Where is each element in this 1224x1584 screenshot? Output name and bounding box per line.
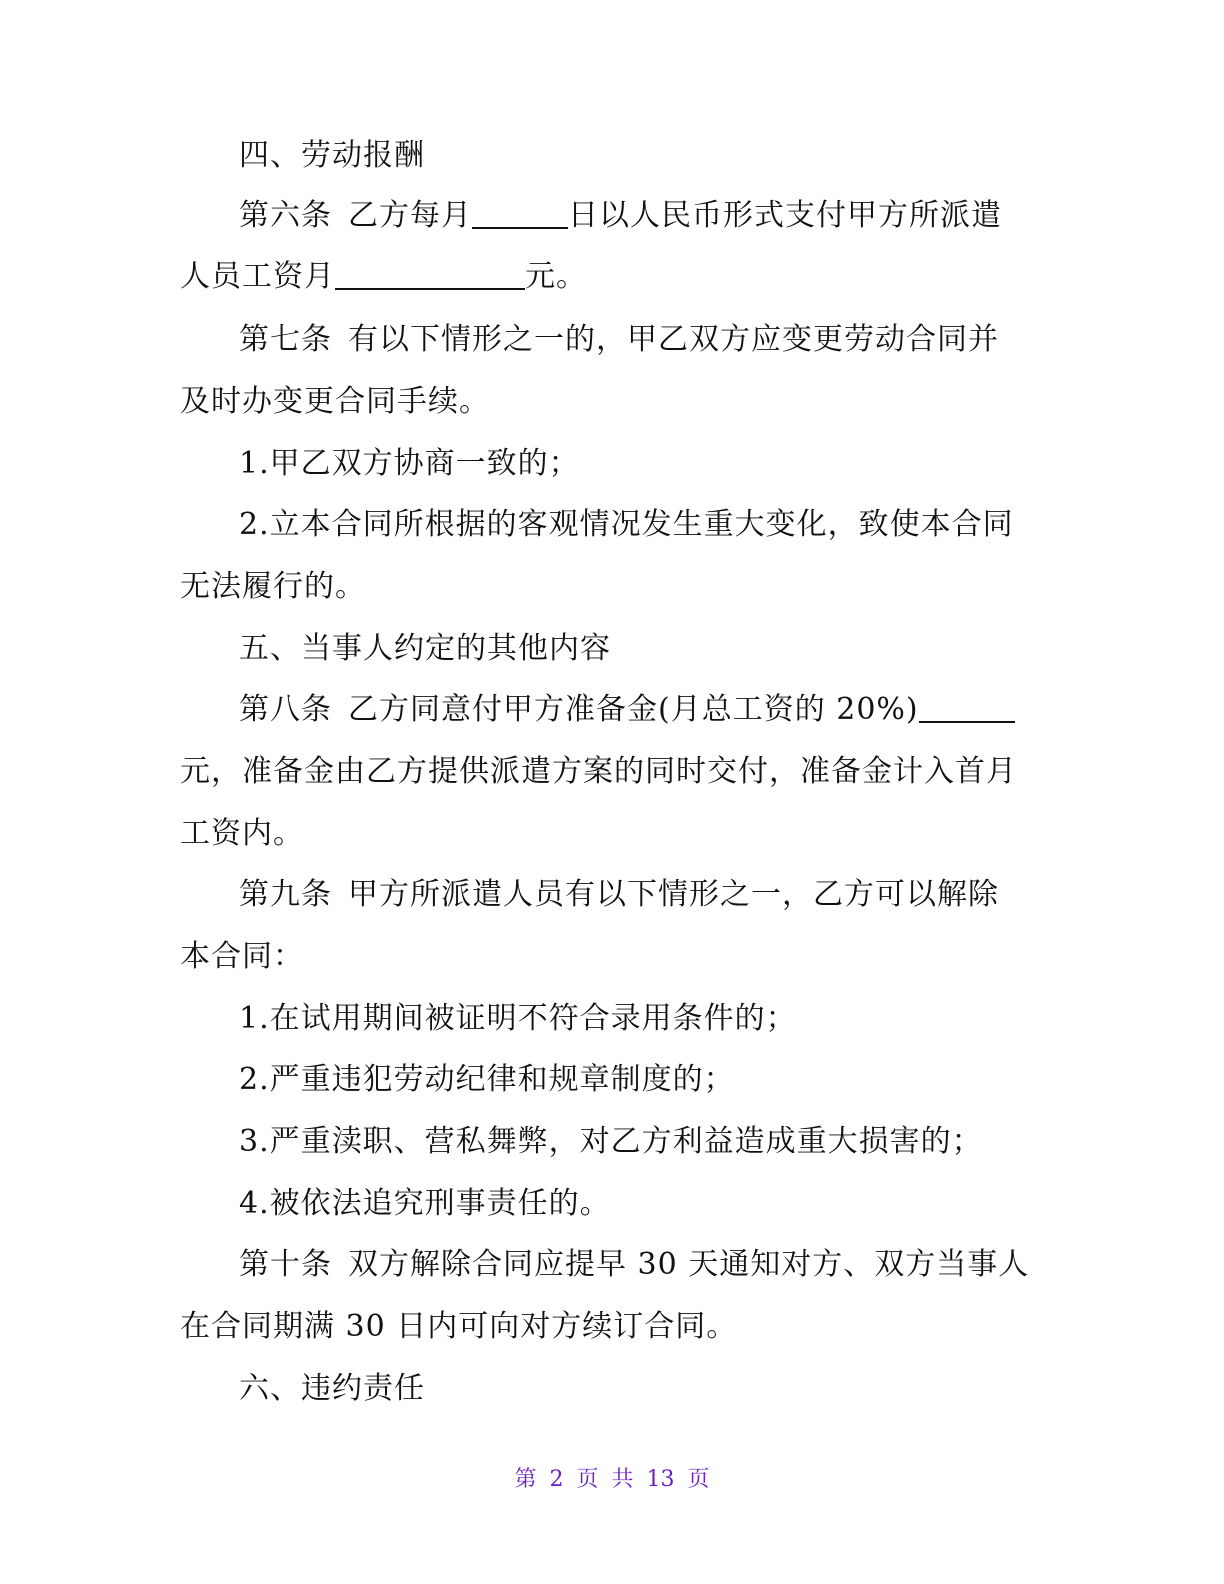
article-6-line-2 xyxy=(180,257,587,297)
article-9-line-1 xyxy=(239,875,999,915)
article-6-line-1 xyxy=(239,196,1002,236)
page-number-footer: 第 2 页 共 13 页 xyxy=(514,1467,710,1492)
article-9-item-4: 4.被依法追究刑事责任的。 xyxy=(239,1186,611,1221)
blank-reserve-amount xyxy=(919,691,1015,723)
article-6-label: 第六条 xyxy=(239,198,332,233)
article-8-line-1 xyxy=(239,690,1015,730)
article-8-label: 第八条 xyxy=(239,692,332,727)
article-9-item-3: 3.严重渎职、营私舞弊，对乙方利益造成重大损害的； xyxy=(239,1124,983,1159)
section-heading-4: 四、劳动报酬 xyxy=(239,138,425,173)
section-heading-6: 六、违约责任 xyxy=(239,1371,425,1406)
article-6-text-4: 元。 xyxy=(525,259,587,294)
article-6-text-1: 乙方每月 xyxy=(348,198,472,233)
article-9-label: 第九条 xyxy=(239,877,332,912)
article-9-item-2: 2.严重违犯劳动纪律和规章制度的； xyxy=(239,1062,735,1097)
section-heading-5: 五、当事人约定的其他内容 xyxy=(239,631,611,666)
article-10-line-1 xyxy=(239,1245,1029,1285)
article-7-item-1: 1.甲乙双方协商一致的； xyxy=(239,446,580,481)
article-8-line-3: 工资内。 xyxy=(180,816,304,851)
article-9-line-2: 本合同： xyxy=(180,939,304,974)
article-7-item-2-line-1: 2.立本合同所根据的客观情况发生重大变化，致使本合同 xyxy=(239,507,1014,542)
article-10-text-1: 双方解除合同应提早 30 天通知对方、双方当事人 xyxy=(348,1247,1030,1282)
article-7-label: 第七条 xyxy=(239,322,332,357)
article-8-text-1: 乙方同意付甲方准备金(月总工资的 20%) xyxy=(348,692,919,727)
article-7-line-1 xyxy=(239,320,999,360)
article-7-line-2: 及时办变更合同手续。 xyxy=(180,384,490,419)
article-10-line-2: 在合同期满 30 日内可向对方续订合同。 xyxy=(180,1309,738,1344)
article-6-text-2: 日以人民币形式支付甲方所派遣 xyxy=(568,198,1002,233)
article-10-label: 第十条 xyxy=(239,1247,332,1282)
article-9-item-1: 1.在试用期间被证明不符合录用条件的； xyxy=(239,1001,797,1036)
article-6-text-3: 人员工资月 xyxy=(180,259,335,294)
article-8-line-2: 元，准备金由乙方提供派遣方案的同时交付，准备金计入首月 xyxy=(180,754,1017,789)
article-7-item-2-line-2: 无法履行的。 xyxy=(180,569,366,604)
article-9-text-1: 甲方所派遣人员有以下情形之一，乙方可以解除 xyxy=(348,877,999,912)
blank-pay-day xyxy=(472,197,568,229)
article-7-text-1: 有以下情形之一的，甲乙双方应变更劳动合同并 xyxy=(348,322,999,357)
blank-monthly-wage xyxy=(335,258,525,290)
